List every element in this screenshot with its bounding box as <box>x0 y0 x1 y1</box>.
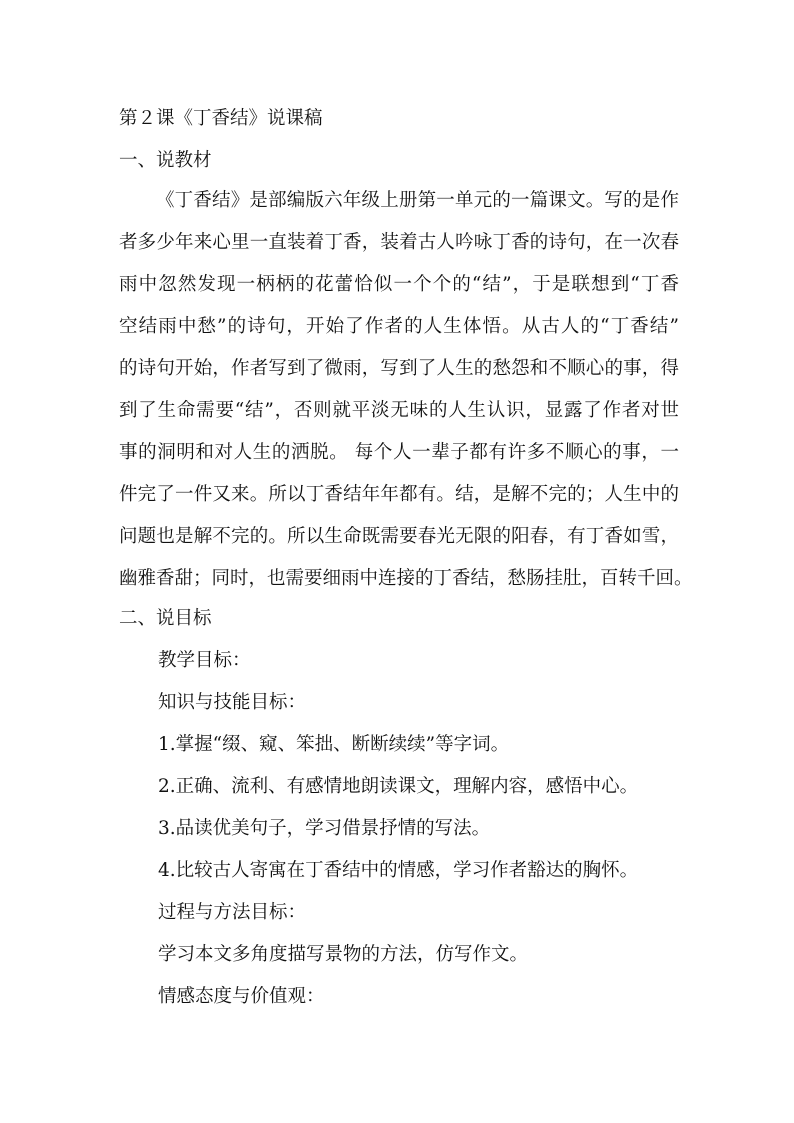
paragraph-line: 件完了一件又来。所以丁香结年年都有。结，是解不完的；人生中的 <box>119 484 679 505</box>
document-title: 第２课《丁香结》说课稿 <box>119 108 323 129</box>
process-methods-label: 过程与方法目标： <box>158 902 307 923</box>
section-heading-goals: 二、说目标 <box>119 608 212 629</box>
textbook-paragraph <box>119 188 693 608</box>
paragraph-line: 幽雅香甜；同时，也需要细雨中连接的丁香结，愁肠挂肚，百转千回。 <box>119 568 693 589</box>
paragraph-line: 雨中忽然发现一柄柄的花蕾恰似一个个的“结”，于是联想到“丁香 <box>119 274 679 295</box>
paragraph-line: 的诗句开始，作者写到了微雨，写到了人生的愁怨和不顺心的事，得 <box>119 358 679 379</box>
goal-item: 1.掌握“缀、窥、笨拙、断断续续”等字词。 <box>158 734 510 755</box>
goal-item: 2.正确、流利、有感情地朗读课文，理解内容，感悟中心。 <box>158 776 639 797</box>
emotion-values-label: 情感态度与价值观： <box>158 986 325 1007</box>
section-heading-textbook: 一、说教材 <box>119 150 212 171</box>
paragraph-line: 空结雨中愁”的诗句，开始了作者的人生体悟。从古人的“丁香结” <box>119 316 679 337</box>
process-methods-text: 学习本文多角度描写景物的方法，仿写作文。 <box>158 944 529 965</box>
goal-item: 3.品读优美句子，学习借景抒情的写法。 <box>158 818 491 839</box>
paragraph-line: 者多少年来心里一直装着丁香，装着古人吟咏丁香的诗句，在一次春 <box>119 232 679 253</box>
knowledge-skills-label: 知识与技能目标： <box>158 692 307 713</box>
paragraph-line: 《丁香结》是部编版六年级上册第一单元的一篇课文。写的是作 <box>156 190 679 211</box>
paragraph-line: 问题也是解不完的。所以生命既需要春光无限的阳春，有丁香如雪， <box>119 526 679 547</box>
goal-item: 4.比较古人寄寓在丁香结中的情感，学习作者豁达的胸怀。 <box>158 860 639 881</box>
teaching-goals-label: 教学目标： <box>158 650 251 671</box>
paragraph-line: 事的洞明和对人生的洒脱。 每个人一辈子都有许多不顺心的事，一 <box>119 442 679 463</box>
paragraph-line: 到了生命需要“结”，否则就平淡无味的人生认识，显露了作者对世 <box>119 400 679 421</box>
